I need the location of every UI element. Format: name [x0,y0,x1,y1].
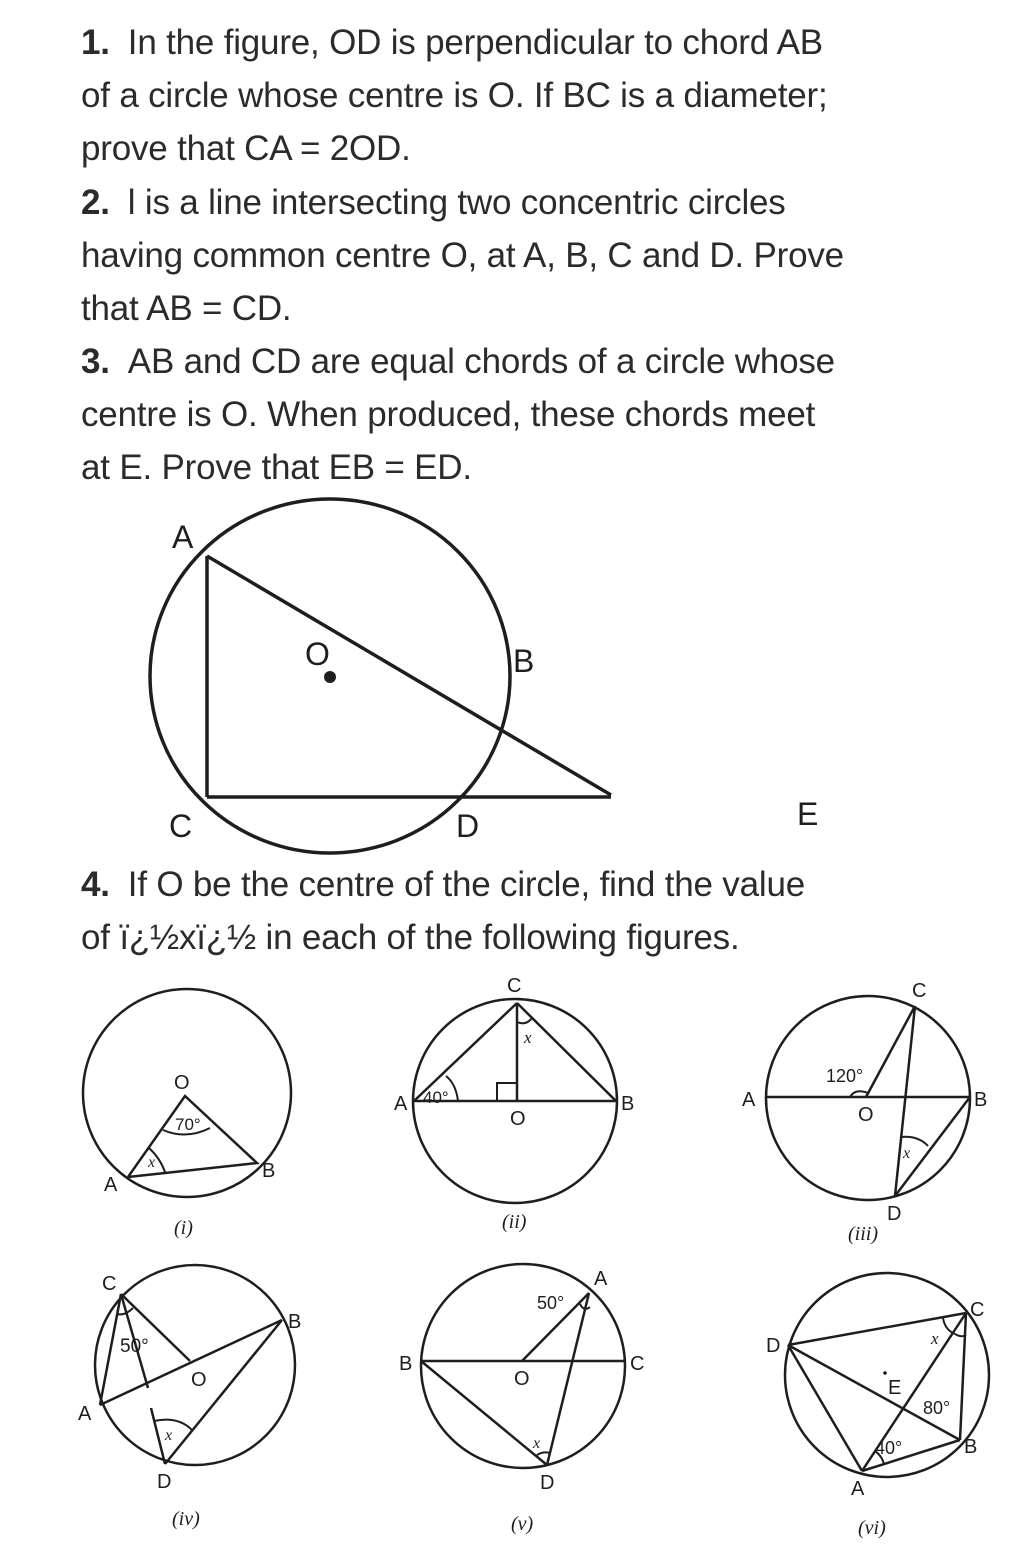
question-2-line-1: 2. l is a line intersecting two concentric circles [81,183,786,222]
angle-label-x: x [148,1154,156,1171]
label-A: A [172,519,194,555]
label-B: B [262,1160,276,1182]
angle-label-x: x [165,1427,173,1444]
figure-iii [742,980,987,1245]
angle-label-x: x [903,1145,911,1162]
angle-label-x: x [533,1435,541,1452]
question-1-line-2: of a circle whose centre is O. If BC is a diameter; [81,76,828,115]
label-O: O [858,1104,874,1126]
segment-DB [165,1320,282,1464]
label-A: A [104,1174,118,1196]
figure-v [399,1264,644,1535]
label-C: C [507,975,522,997]
label-D: D [157,1471,172,1493]
label-C: C [169,808,193,844]
question-4-line-1: 4. If O be the centre of the circle, find the value [81,865,805,904]
right-angle-marker [497,1083,517,1101]
figure-caption: (vi) [858,1517,886,1539]
label-B: B [288,1311,302,1333]
segment-DC [788,1313,966,1345]
segment-CD [895,1006,915,1196]
label-A: A [78,1403,92,1425]
label-E: E [797,796,819,832]
angle-label-40: 40° [423,1088,449,1107]
angle-label-x: x [931,1329,939,1348]
figure-iv [78,1265,301,1530]
centre-point-O [324,671,336,683]
centre-dot [883,1371,887,1375]
question-3-line-3: at E. Prove that EB = ED. [81,448,472,487]
label-O: O [191,1369,207,1391]
figure-ii [394,975,634,1233]
angle-arc-D [537,1452,550,1455]
label-A: A [394,1093,408,1115]
angle-label-50: 50° [537,1293,565,1313]
label-O: O [305,636,330,672]
question-1-line-3: prove that CA = 2OD. [81,129,411,168]
angle-arc-C [517,1018,532,1023]
label-C: C [970,1299,985,1321]
question-3-line-1: 3. AB and CD are equal chords of a circle whose [81,342,835,381]
question-number: 2. [81,183,110,222]
segment-AC [414,1003,517,1101]
angle-label-40: 40° [875,1438,903,1458]
question-1-line-1: 1. In the figure, OD is perpendicular to chord AB [81,23,823,62]
segment-CB [960,1313,966,1440]
question-number: 3. [81,342,110,381]
angle-arc-D [154,1420,192,1430]
label-D: D [456,808,480,844]
label-B: B [399,1353,413,1375]
label-C: C [630,1353,645,1375]
figure-caption: (ii) [502,1211,527,1233]
segment-CB [517,1003,616,1101]
label-D: D [887,1203,902,1225]
label-A: A [851,1478,865,1500]
circle [421,1264,625,1468]
label-D: D [540,1472,555,1494]
label-O: O [174,1072,190,1094]
label-O: O [510,1108,526,1130]
diameter-AB [100,1320,282,1405]
angle-label-120: 120° [826,1066,864,1086]
segment-DA [788,1345,862,1471]
angle-label-50: 50° [120,1336,149,1357]
main-figure [150,499,818,853]
angle-label-70: 70° [175,1115,201,1134]
label-C: C [102,1273,117,1295]
figure-vi [766,1273,989,1539]
label-B: B [974,1089,988,1111]
figure-caption: (iii) [848,1223,878,1245]
question-number: 4. [81,865,110,904]
question-2-line-3: that AB = CD. [81,289,292,328]
label-E: E [888,1377,902,1399]
question-2-line-2: having common centre O, at A, B, C and D. Prove [81,236,844,275]
label-B: B [621,1093,635,1115]
label-B: B [513,643,535,679]
angle-label-x: x [524,1028,532,1047]
label-D: D [766,1335,781,1357]
label-B: B [964,1436,978,1458]
question-number: 1. [81,23,110,62]
circle [95,1265,295,1465]
segment-AD [547,1293,589,1465]
label-C: C [912,980,927,1002]
question-3-line-2: centre is O. When produced, these chords meet [81,395,816,434]
label-A: A [594,1268,608,1290]
label-O: O [514,1368,530,1390]
figure-caption: (i) [174,1217,193,1239]
segment-AE [207,556,611,795]
figure-caption: (iv) [172,1508,200,1530]
angle-label-80: 80° [923,1398,951,1418]
figure-i [83,989,291,1239]
figure-caption: (v) [511,1513,534,1535]
question-4-line-2: of ï¿½xï¿½ in each of the following figures. [81,918,740,957]
label-A: A [742,1089,756,1111]
